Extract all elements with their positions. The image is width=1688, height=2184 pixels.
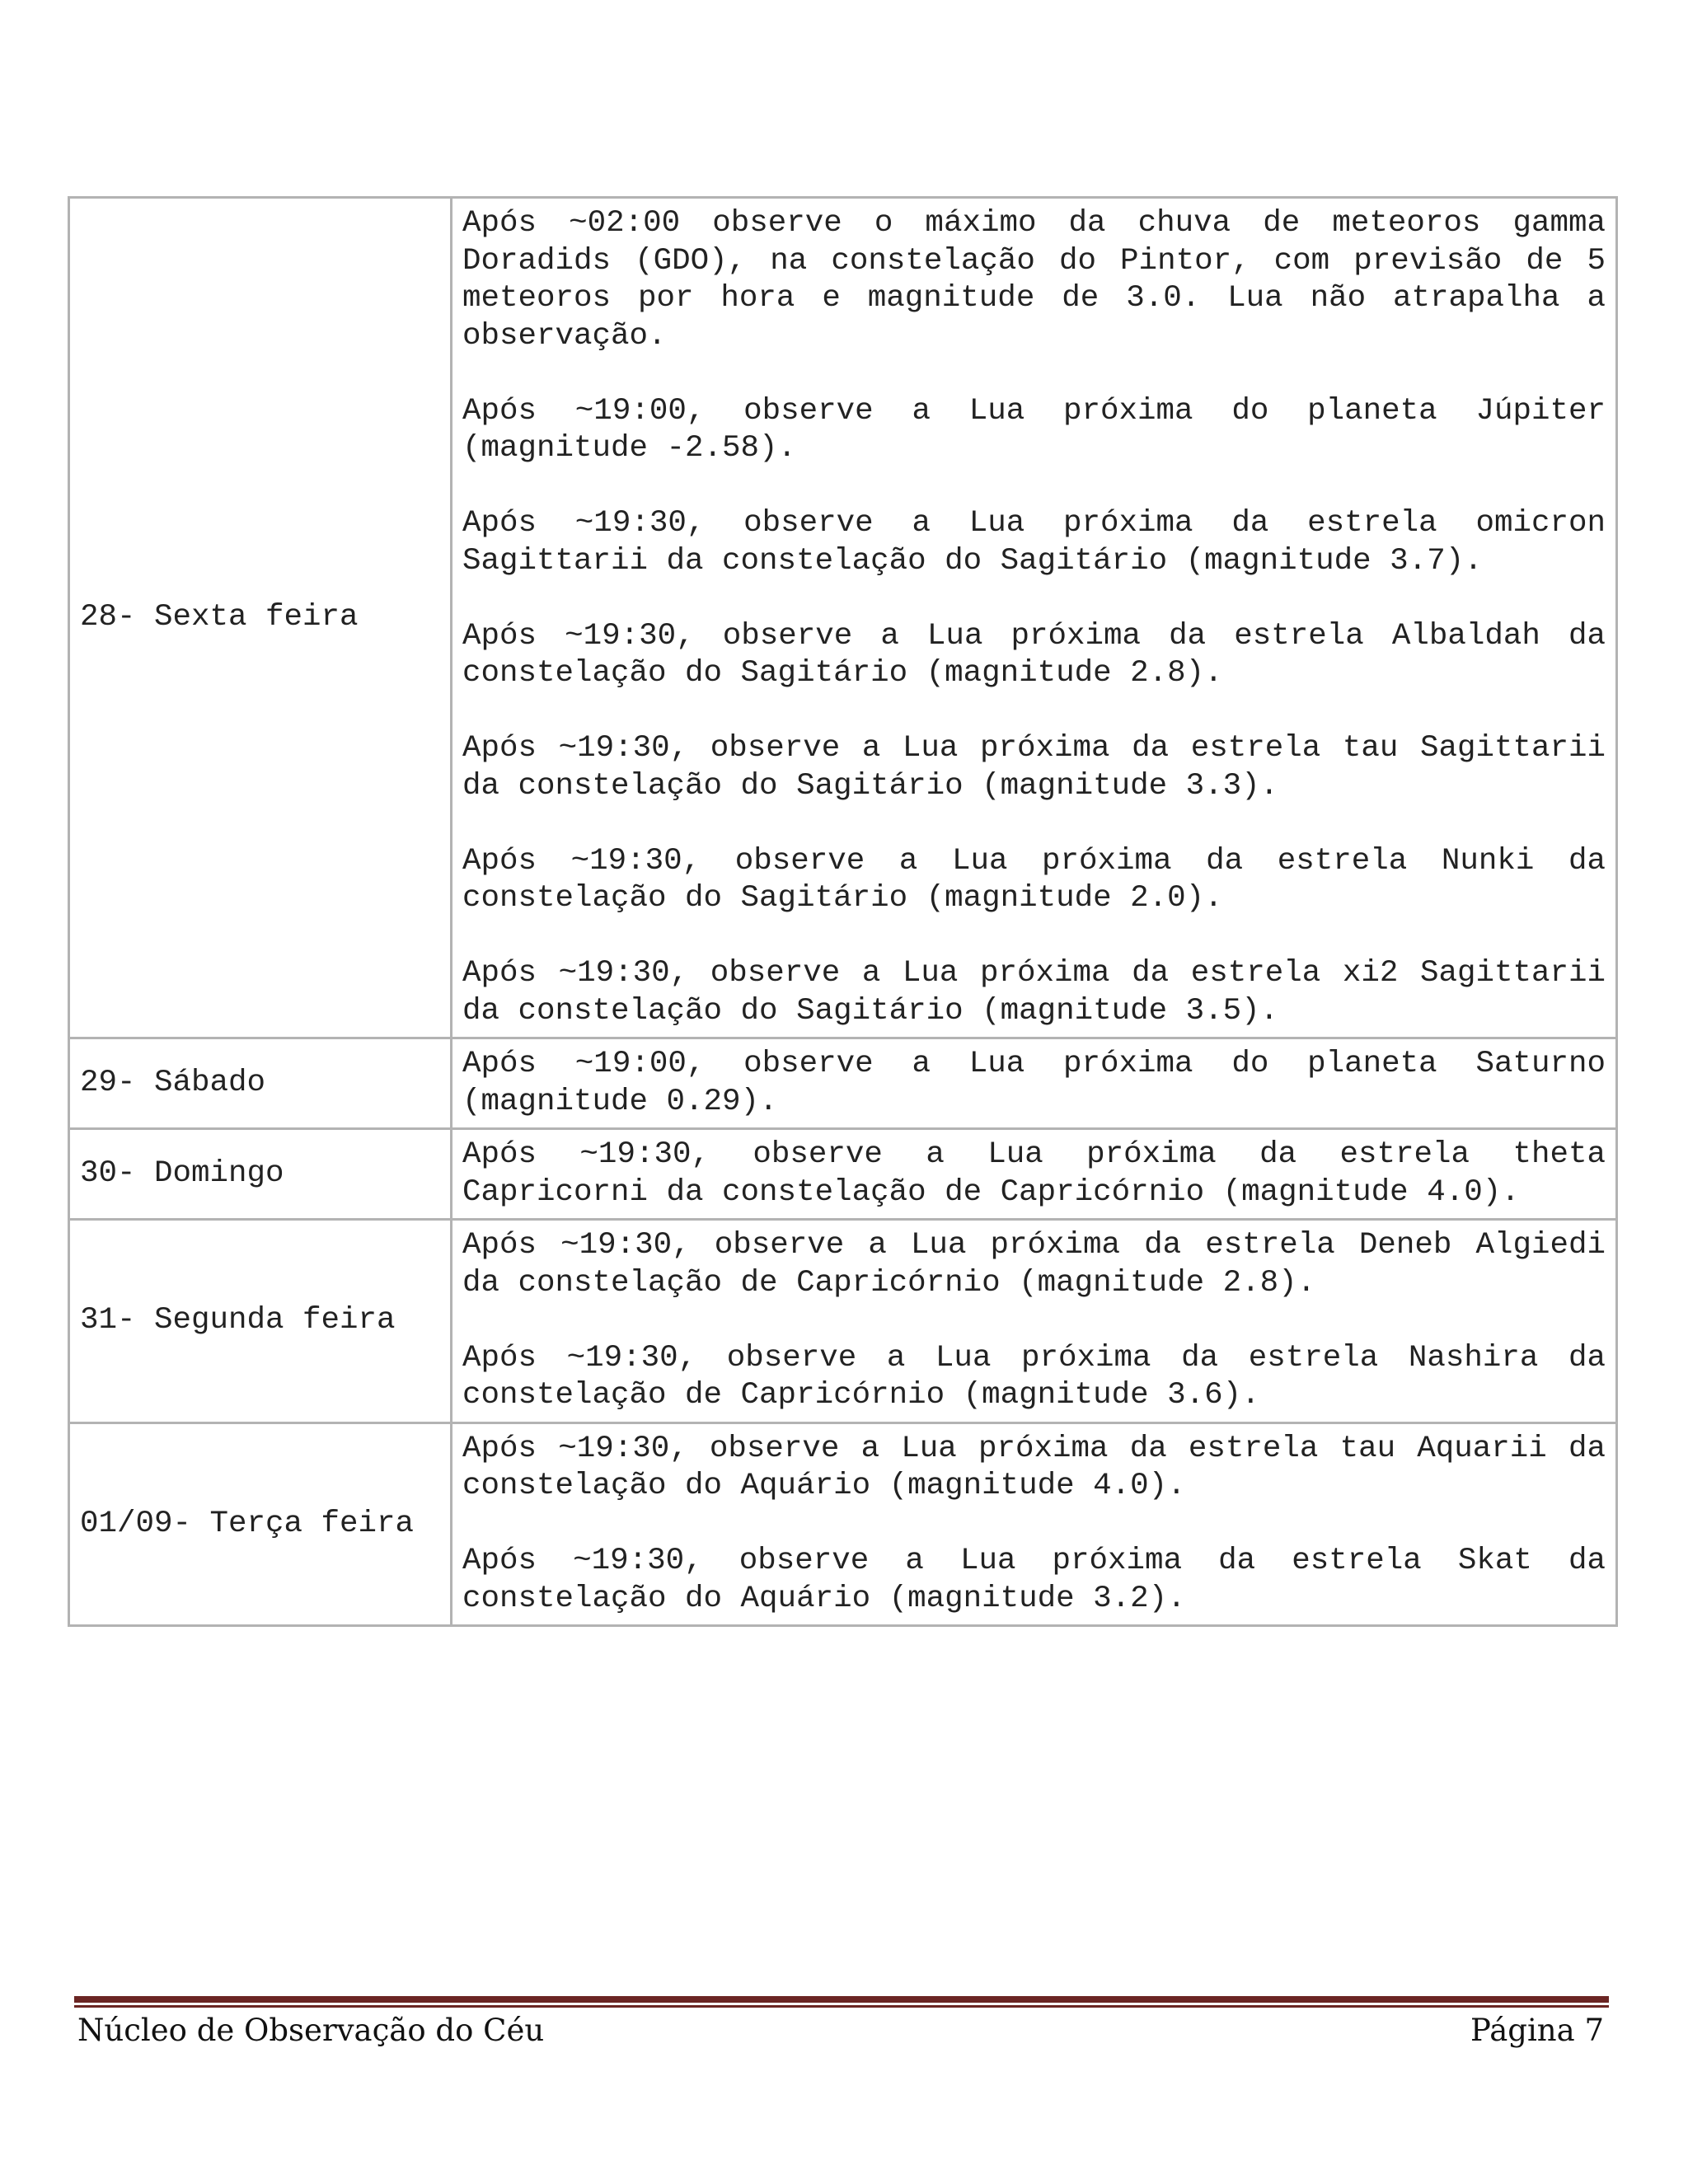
event-text: Após ~19:00, observe a Lua próxima do planeta Saturno (magnitude 0.29). (462, 1047, 1606, 1119)
date-cell: 30- Domingo (69, 1129, 452, 1220)
events-cell (452, 1038, 1617, 1129)
event-text: Após ~19:30, observe a Lua próxima da estrela Deneb Algiedi da constelação de Capricórnio (magnitude 2.8). (462, 1228, 1606, 1301)
event-text: Após ~19:30, observe a Lua próxima da estrela tau Aquarii da constelação do Aquário (magnitude 4.0). (462, 1431, 1606, 1503)
event-text: Após ~02:00 observe o máximo da chuva de meteoros gamma Doradids (GDO), na constelação do Pintor, com previsão de 5 meteoros por hora e magnitude de 3.0. Lua não atrapalha a observação. (462, 206, 1606, 354)
table-row (69, 1422, 1617, 1626)
event-text: Após ~19:30, observe a Lua próxima da estrela Skat da constelação do Aquário (magnitude 3.2). (462, 1544, 1606, 1616)
date-cell: 31- Segunda feira (69, 1220, 452, 1423)
event-text: Após ~19:30, observe a Lua próxima da estrela theta Capricorni da constelação de Capricórnio (magnitude 4.0). (462, 1137, 1606, 1210)
events-cell (452, 1220, 1617, 1423)
date-cell: 01/09- Terça feira (69, 1422, 452, 1626)
event-text: Após ~19:30, observe a Lua próxima da estrela omicron Sagittarii da constelação do Sagitário (magnitude 3.7). (462, 506, 1606, 579)
events-cell (452, 1422, 1617, 1626)
date-cell: 29- Sábado (69, 1038, 452, 1129)
footer-divider (74, 1996, 1609, 2008)
events-cell (452, 1129, 1617, 1220)
event-text: Após ~19:30, observe a Lua próxima da estrela Albaldah da constelação do Sagitário (magnitude 2.8). (462, 618, 1606, 691)
table-row (69, 1038, 1617, 1129)
event-text: Após ~19:30, observe a Lua próxima da estrela tau Sagittarii da constelação do Sagitário (magnitude 3.3). (462, 731, 1606, 804)
event-text: Após ~19:00, observe a Lua próxima do planeta Júpiter (magnitude -2.58). (462, 393, 1606, 466)
footer-organization: Núcleo de Observação do Céu (77, 2013, 545, 2048)
table-row (69, 1129, 1617, 1220)
table-row (69, 1220, 1617, 1423)
page-number: Página 7 (1470, 2013, 1604, 2048)
table-row (69, 198, 1617, 1038)
events-cell (452, 198, 1617, 1038)
event-text: Após ~19:30, observe a Lua próxima da estrela Nunki da constelação do Sagitário (magnitude 2.0). (462, 843, 1606, 916)
event-text: Após ~19:30, observe a Lua próxima da estrela xi2 Sagittarii da constelação do Sagitário (magnitude 3.5). (462, 956, 1606, 1029)
event-text: Após ~19:30, observe a Lua próxima da estrela Nashira da constelação de Capricórnio (magnitude 3.6). (462, 1340, 1606, 1413)
date-cell: 28- Sexta feira (69, 198, 452, 1038)
page-footer (77, 2009, 1604, 2052)
events-table (68, 196, 1618, 1627)
